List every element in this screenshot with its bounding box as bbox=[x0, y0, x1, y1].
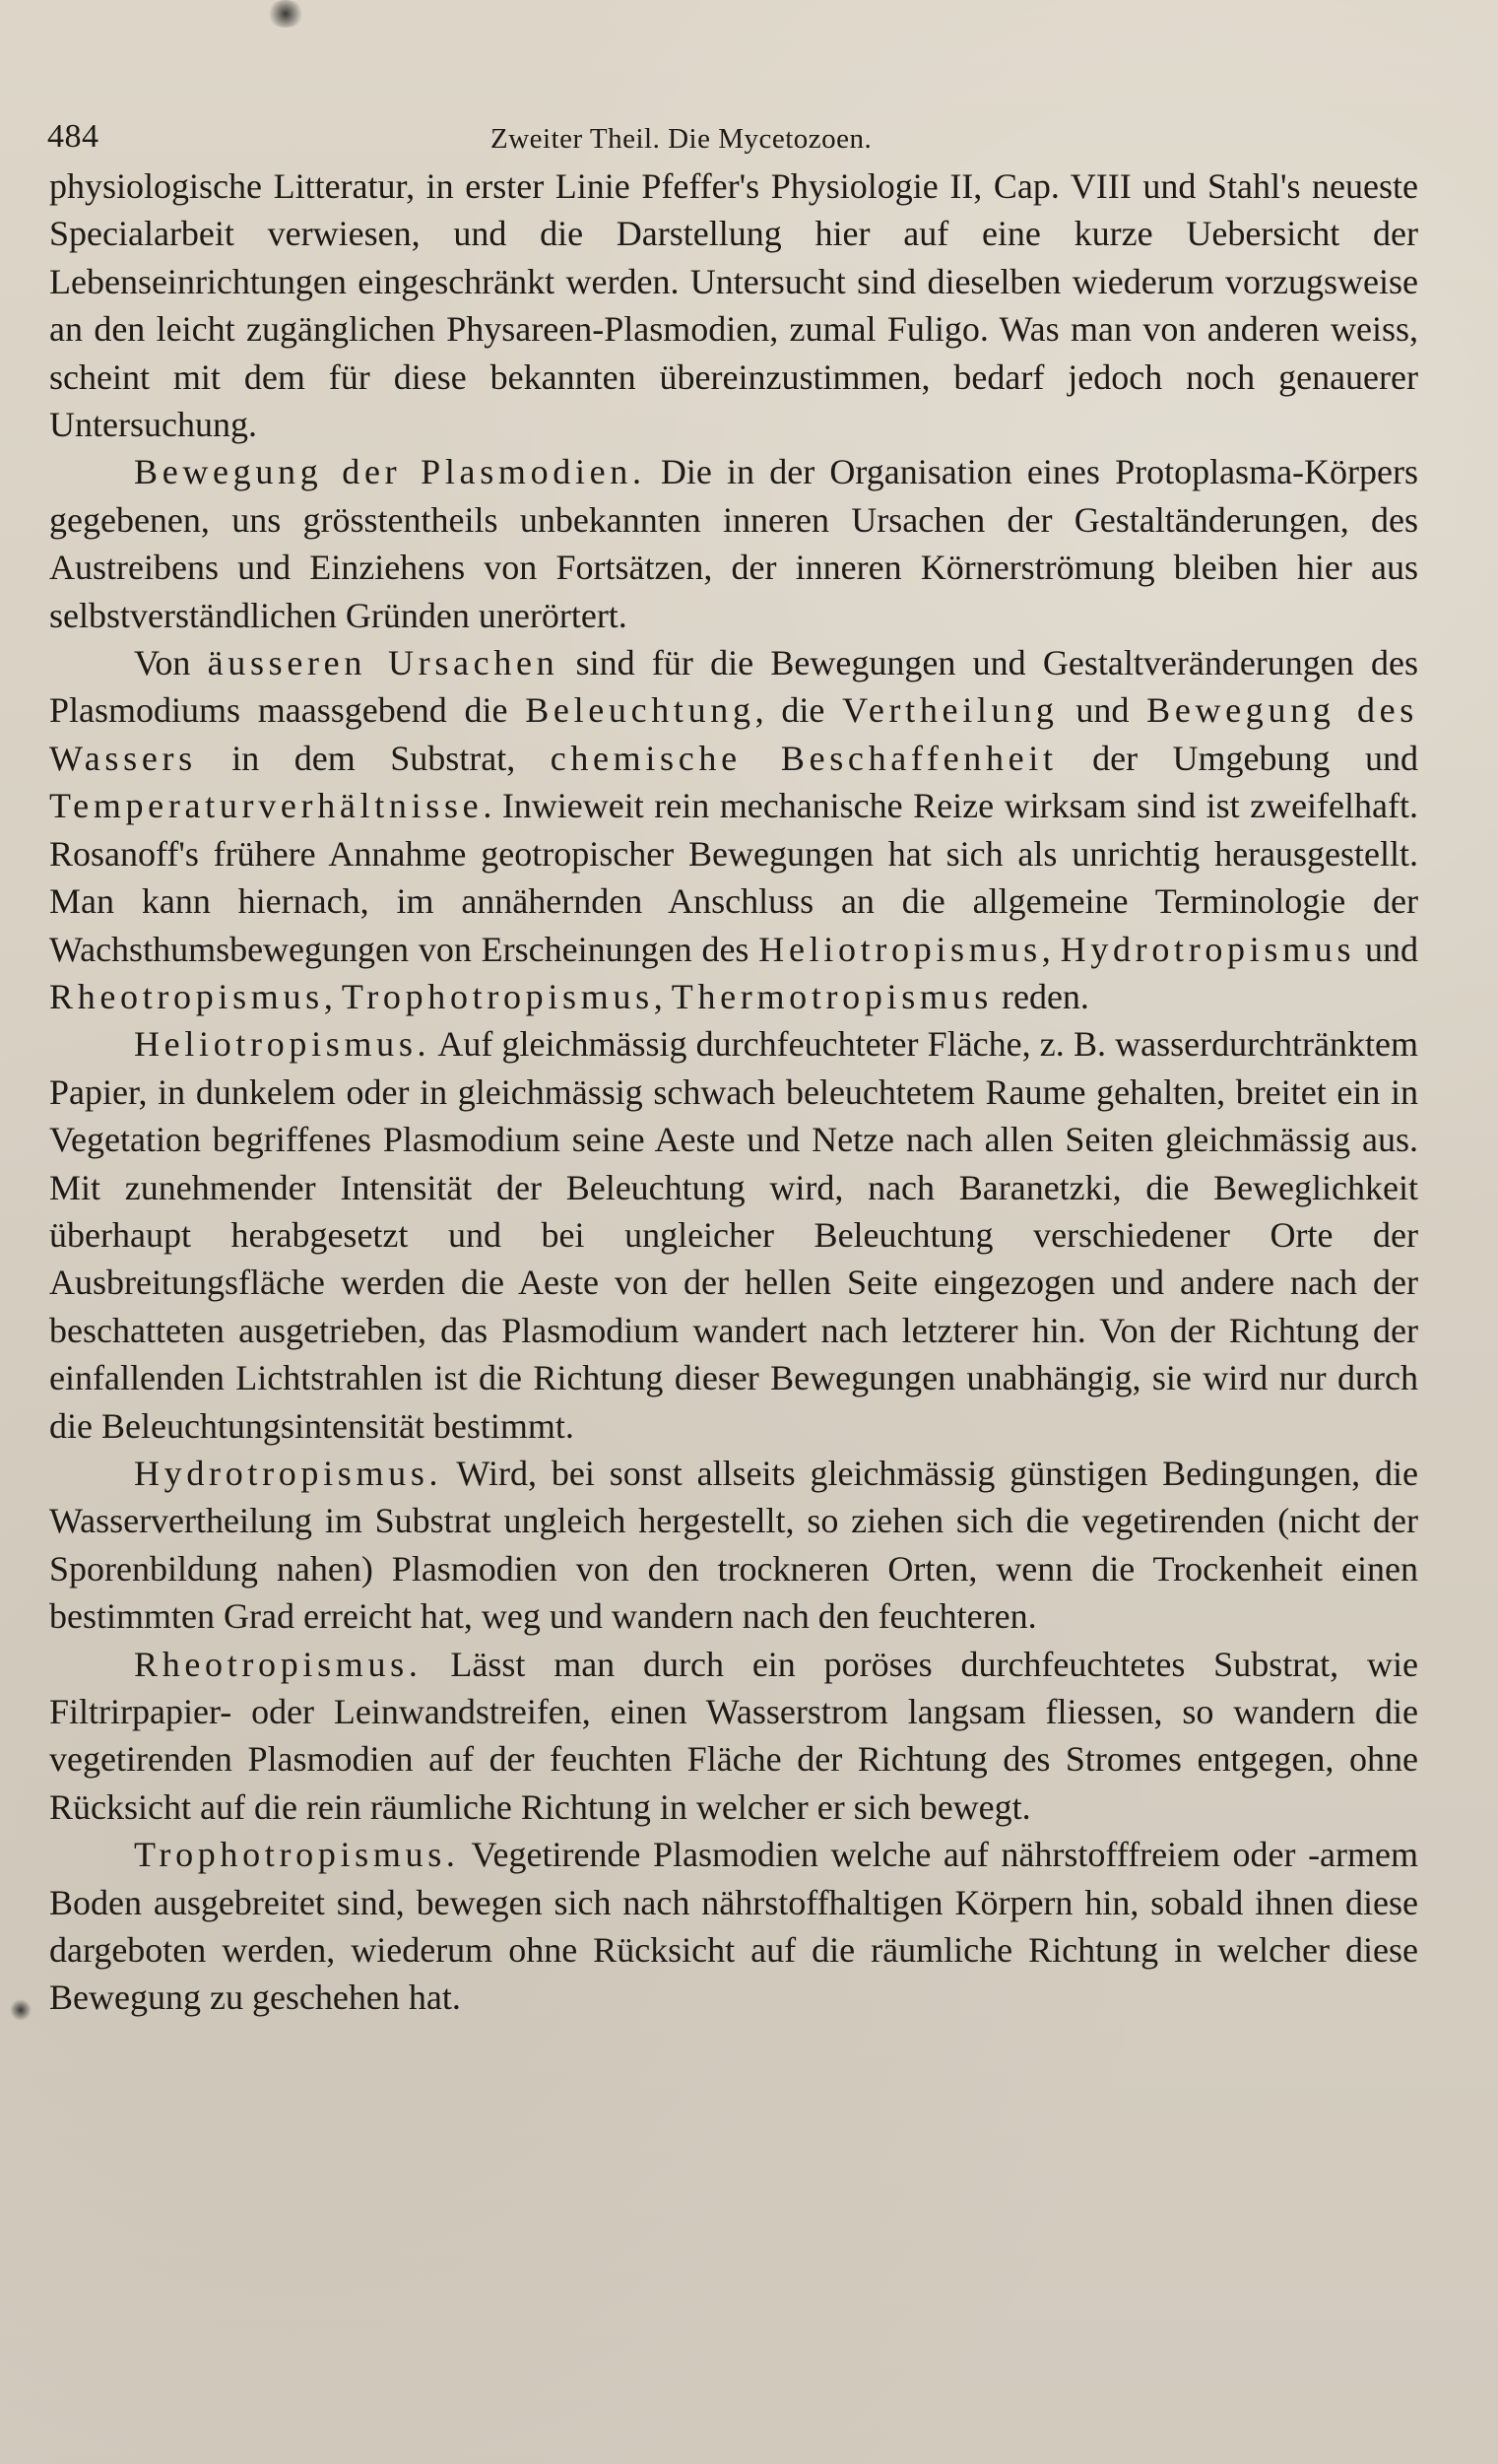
page-header bbox=[47, 97, 1416, 156]
p3-emph-k: Thermotropismus bbox=[671, 976, 993, 1016]
p3-text-i: und bbox=[1355, 929, 1419, 969]
p3-text-a: Von bbox=[134, 643, 208, 683]
p3-text-c: , die bbox=[754, 690, 843, 731]
paragraph-2 bbox=[49, 448, 1418, 639]
paragraph-7-lead: Trophotropismus. bbox=[134, 1835, 460, 1875]
paragraph-2-text: Die in der Organisation eines Protoplasma-Körpers gegebenen, uns grösstentheils unbekannten inneren Ursachen der Gestaltänderungen, des Austreibens und Einziehens von Fortsätzen, der inneren Körnerströmung bleiben hier aus selbstverständlichen Gründen unerörtert. bbox=[49, 452, 1418, 635]
paragraph-7-text: Vegetirende Plasmodien welche auf nährstofffreiem oder -armem Boden ausgebreitet sind, bewegen sich nach nährstoffhaltigen Körpern hin, sobald ihnen diese dargeboten werden, wiederum ohne Rücksicht auf die räumliche Richtung in welcher diese Bewegung zu geschehen hat. bbox=[49, 1835, 1418, 2018]
paragraph-6-text: Lässt man durch ein poröses durchfeuchtetes Substrat, wie Filtrirpapier- oder Leinwandstreifen, einen Wasserstrom langsam fliessen, so wandern die vegetirenden Plasmodien auf der feuchten Fläche der Richtung des Stromes entgegen, ohne Rücksicht auf die rein räumliche Richtung in welcher er sich bewegt. bbox=[49, 1644, 1418, 1827]
p3-emph-b: Beleuchtung bbox=[525, 690, 755, 731]
paragraph-4-lead: Heliotropismus. bbox=[134, 1024, 431, 1065]
p3-text-f: der Umgebung und bbox=[1057, 738, 1418, 778]
paragraph-5 bbox=[49, 1450, 1418, 1641]
p3-emph-j: Trophotropismus bbox=[341, 976, 654, 1016]
ink-smudge-top bbox=[266, 0, 305, 28]
p3-text-g: . Inwieweit rein mechanische Reize wirksam sind ist zweifelhaft. Rosanoff's frühere Annahme geotropischer Bewegungen hat sich als unrichtig herausgestellt. Man kann hiernach, im annähernden Anschluss an die allgemeine Terminologie der Wachsthumsbewegungen von Erscheinungen des bbox=[49, 786, 1418, 969]
p3-text-b: sind für die Bewegungen und Gestaltveränderungen des Plasmodiums maassgebend die bbox=[49, 643, 1419, 731]
p3-text-k: , bbox=[653, 976, 672, 1016]
paragraph-1-text: physiologische Litteratur, in erster Linie Pfeffer's Physiologie II, Cap. VIII und Stahl's neueste Specialarbeit verwiesen, und die Darstellung hier auf eine kurze Uebersicht der Lebenseinrichtungen eingeschränkt werden. Untersucht sind dieselben wiederum vorzugsweise an den leicht zugänglichen Physareen-Plasmodien, zumal Fuligo. Was man von anderen weiss, scheint mit dem für diese bekannten übereinzustimmen, bedarf jedoch noch genauerer Untersuchung. bbox=[49, 166, 1418, 445]
p3-text-l: reden. bbox=[992, 976, 1089, 1016]
p3-emph-d: Bewegung des Wassers bbox=[49, 690, 1418, 778]
paragraph-2-lead: Bewegung der Plasmodien. bbox=[134, 452, 646, 492]
page-number: 484 bbox=[47, 118, 99, 155]
paragraph-1 bbox=[49, 162, 1418, 448]
paragraph-6 bbox=[49, 1641, 1418, 1832]
paragraph-4 bbox=[49, 1020, 1418, 1450]
paragraph-5-lead: Hydrotropismus. bbox=[134, 1453, 443, 1493]
p3-text-j: , bbox=[323, 976, 342, 1016]
paragraph-4-text: Auf gleichmässig durchfeuchteter Fläche, z. B. wasserdurchtränktem Papier, in dunkelem oder in gleichmässig schwach beleuchtetem Raume gehalten, breitet ein in Vegetation begriffenes Plasmodium seine Aeste und Netze nach allen Seiten gleichmässig aus. Mit zunehmender Intensität der Beleuchtung wird, nach Baranetzki, die Beweglichkeit überhaupt herabgesetzt und bei ungleicher Beleuchtung verschiedener Orte der Ausbreitungsfläche werden die Aeste von der hellen Seite eingezogen und andere nach der beschatteten ausgetrieben, das Plasmodium wandert nach letzterer hin. Von der Richtung der einfallenden Lichtstrahlen ist die Richtung dieser Bewegungen unabhängig, sie wird nur durch die Beleuchtungsintensität bestimmt. bbox=[49, 1024, 1418, 1446]
p3-emph-e: chemische Beschaffenheit bbox=[550, 738, 1058, 778]
p3-emph-a: äusseren Ursachen bbox=[207, 643, 559, 683]
p3-text-d: und bbox=[1058, 690, 1147, 731]
paragraph-5-text: Wird, bei sonst allseits gleichmässig günstigen Bedingungen, die Wasservertheilung im Substrat ungleich hergestellt, so ziehen sich die vegetirenden (nicht der Sporenbildung nahen) Plasmodien von den trockneren Orten, wenn die Trockenheit einen bestimmten Grad erreicht hat, weg und wandern nach den feuchteren. bbox=[49, 1453, 1418, 1637]
ink-smudge-left bbox=[10, 1999, 32, 2021]
page-body bbox=[49, 162, 1418, 2022]
p3-text-h: , bbox=[1041, 929, 1061, 969]
paragraph-6-lead: Rheotropismus. bbox=[134, 1644, 423, 1684]
paragraph-7 bbox=[49, 1831, 1418, 2022]
p3-emph-i: Rheotropismus bbox=[49, 976, 324, 1016]
paragraph-3 bbox=[49, 639, 1418, 1020]
p3-emph-f: Temperaturverhältnisse bbox=[49, 786, 484, 826]
p3-emph-g: Heliotropismus bbox=[758, 929, 1042, 969]
running-title: Zweiter Theil. Die Mycetozoen. bbox=[490, 123, 873, 155]
p3-emph-h: Hydrotropismus bbox=[1060, 929, 1356, 969]
p3-emph-c: Vertheilung bbox=[842, 690, 1059, 731]
p3-text-e: in dem Substrat, bbox=[196, 738, 551, 778]
